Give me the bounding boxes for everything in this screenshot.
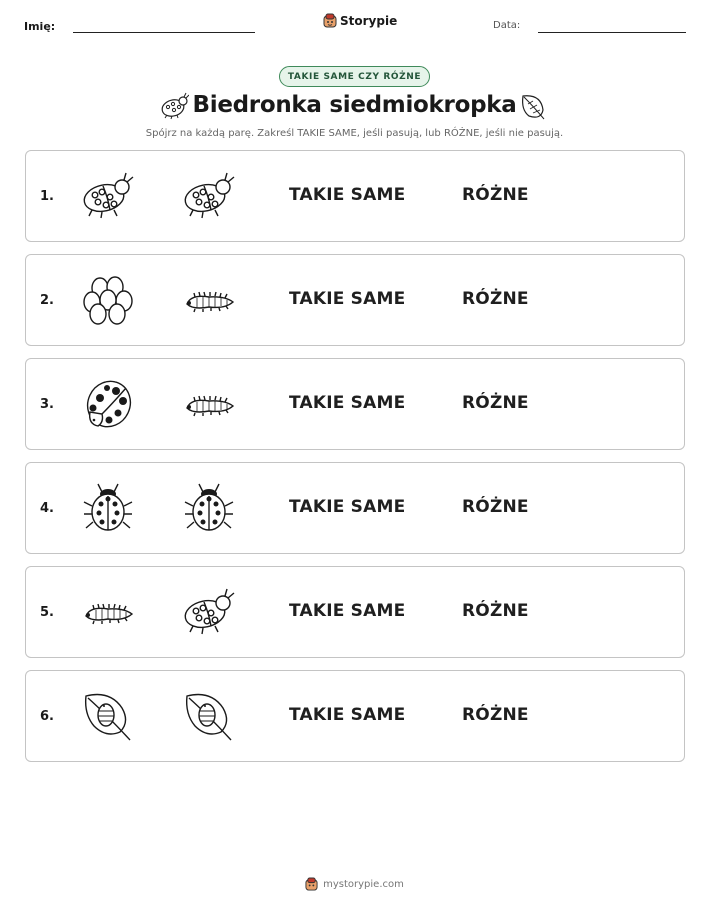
pair-row-6 — [25, 670, 685, 762]
date-label: Data: — [493, 20, 521, 31]
option-same[interactable]: TAKIE SAME — [289, 289, 406, 309]
instructions-text: Spójrz na każdą parę. Zakreśl TAKIE SAME, jeśli pasują, lub RÓŻNE, jeśli nie pasują. — [145, 128, 564, 139]
option-same[interactable]: TAKIE SAME — [289, 185, 406, 205]
title-row — [0, 90, 709, 126]
pair-row-4 — [25, 462, 685, 554]
row-number: 4. — [40, 501, 54, 516]
footer — [0, 877, 709, 892]
larva-icon — [181, 376, 237, 432]
ladybug-side-icon — [80, 168, 136, 224]
page-title: Biedronka siedmiokropka — [192, 92, 517, 118]
date-write-line[interactable] — [538, 32, 686, 33]
row-number: 3. — [40, 397, 54, 412]
name-write-line[interactable] — [73, 32, 255, 33]
row-number: 1. — [40, 189, 54, 204]
brand-name: Storypie — [340, 14, 398, 28]
pair-rows — [25, 150, 685, 774]
option-same[interactable]: TAKIE SAME — [289, 601, 406, 621]
storypie-mascot-icon — [305, 877, 318, 892]
option-different[interactable]: RÓŻNE — [462, 497, 529, 517]
ladybug-top-dots-icon — [80, 376, 136, 432]
pair-row-3 — [25, 358, 685, 450]
larva-icon — [181, 272, 237, 328]
brand-logo — [323, 13, 397, 29]
ladybug-front-icon — [80, 480, 136, 536]
leaf-icon — [519, 92, 547, 122]
leaf-pupa-icon — [80, 688, 136, 744]
storypie-mascot-icon — [323, 13, 337, 29]
name-label: Imię: — [24, 20, 56, 33]
worksheet-type-badge: TAKIE SAME CZY RÓŻNE — [279, 66, 430, 87]
pair-row-1 — [25, 150, 685, 242]
pair-row-5 — [25, 566, 685, 658]
row-number: 2. — [40, 293, 54, 308]
option-same[interactable]: TAKIE SAME — [289, 705, 406, 725]
worksheet-header — [0, 0, 709, 60]
option-different[interactable]: RÓŻNE — [462, 185, 529, 205]
row-number: 6. — [40, 709, 54, 724]
ladybug-side-icon — [181, 168, 237, 224]
option-different[interactable]: RÓŻNE — [462, 705, 529, 725]
leaf-pupa-icon — [181, 688, 237, 744]
option-same[interactable]: TAKIE SAME — [289, 497, 406, 517]
eggs-icon — [80, 272, 136, 328]
option-different[interactable]: RÓŻNE — [462, 393, 529, 413]
row-number: 5. — [40, 605, 54, 620]
ladybug-front-icon — [181, 480, 237, 536]
option-different[interactable]: RÓŻNE — [462, 289, 529, 309]
option-same[interactable]: TAKIE SAME — [289, 393, 406, 413]
pair-row-2 — [25, 254, 685, 346]
ladybug-side-icon — [181, 584, 237, 640]
footer-url: mystorypie.com — [323, 879, 404, 890]
option-different[interactable]: RÓŻNE — [462, 601, 529, 621]
larva-icon — [80, 584, 136, 640]
